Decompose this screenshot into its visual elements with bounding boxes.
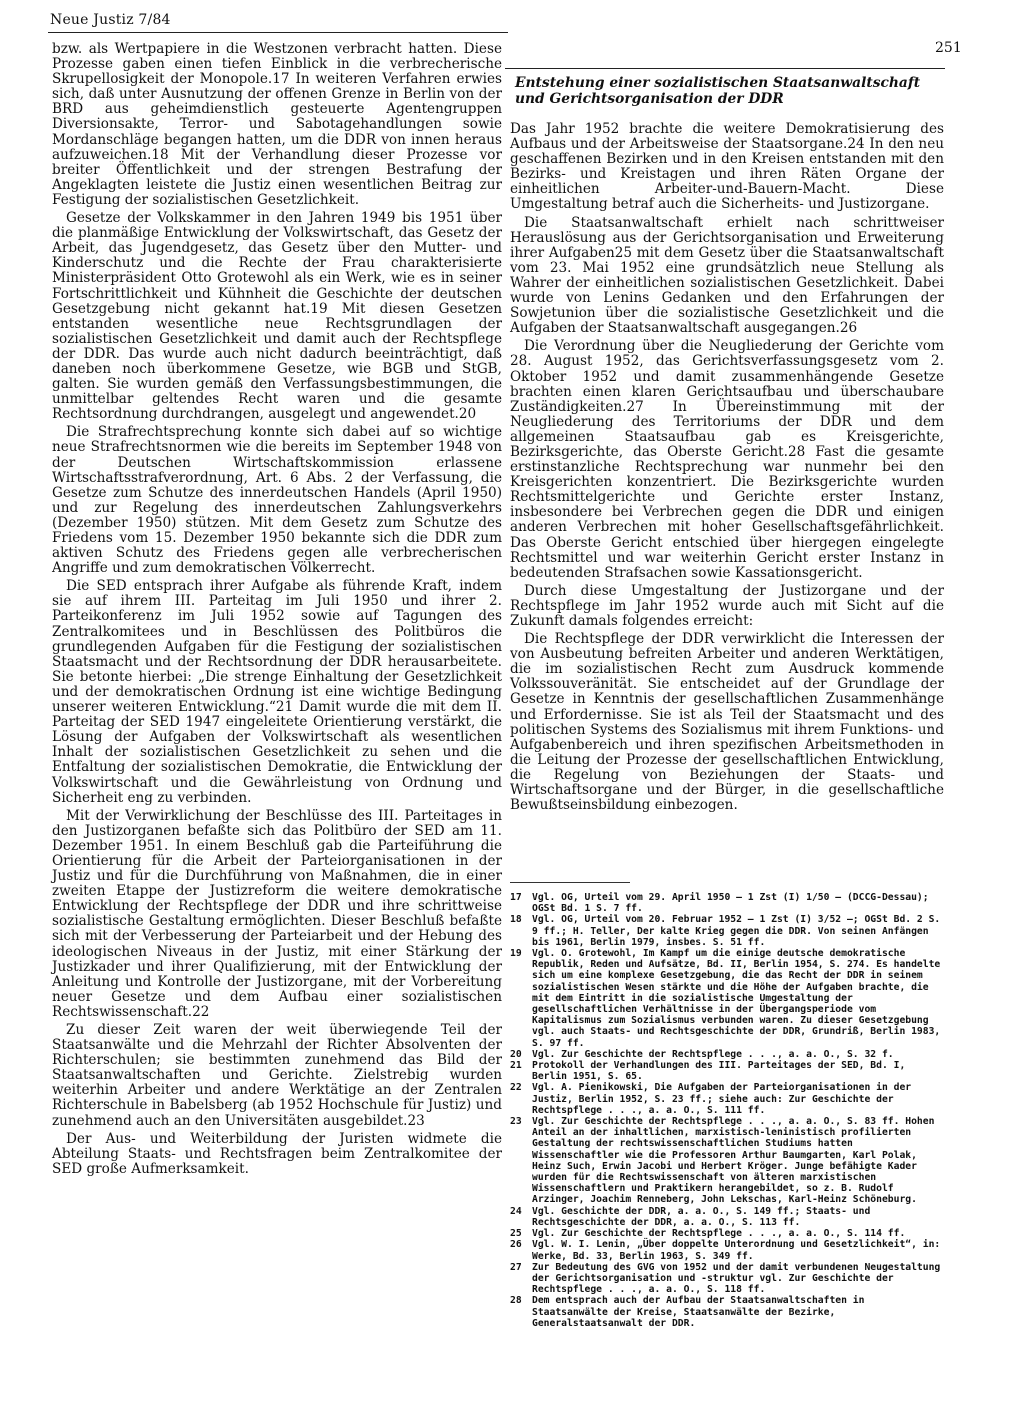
footnote-rule bbox=[510, 882, 630, 883]
footnote-text: Vgl. W. I. Lenin, „Über doppelte Unterordnung und Gesetzlichkeit“, in: Werke, Bd. 33, Berlin 1963, S. 349 ff. bbox=[532, 1239, 941, 1262]
footnote-number: 21 bbox=[510, 1060, 522, 1072]
left-paragraph: Die Strafrechtsprechung konnte sich dabei auf so wichtige neue Strafrechtsnormen wie die bereits im September 1948 von der Deutschen Wirtschaftskommission erlassene Wirtschaftsstrafverordnung, Art. 6 Abs. 2 der Verfassung, die Gesetze zum Schutze des innerdeutschen Handels (April 1950) und zur Regelung des innerdeutschen Zahlungsverkehrs (Dezember 1950) stützen. Mit dem Gesetz zum Schutze des Friedens vom 15. Dezember 1950 bekannte sich die DDR zum aktiven Schutz des Friedens gegen alle verbrecherischen Angriffe und zum demokratischen Völkerrecht. bbox=[52, 424, 502, 577]
footnote-number: 19 bbox=[510, 948, 522, 960]
footnote-number: 20 bbox=[510, 1048, 522, 1060]
left-column bbox=[52, 42, 502, 1177]
footnote-number: 28 bbox=[510, 1295, 522, 1307]
footnotes bbox=[510, 892, 942, 1329]
footnote bbox=[510, 1228, 942, 1239]
footnote-text: Vgl. O. Grotewohl, Im Kampf um die einige deutsche demokratische Republik, Reden und Aufsätze, Bd. II, Berlin 1954, S. 274. Es handelte sich um eine komplexe Gesetzgebung, die das Recht der DDR in seinem sozialistischen Wesen stärkte und die Höhe der Aufgaben brachte, die mit dem Eintritt in die sozialistische Umgestaltung der gesellschaftlichen Verhältnisse in der Übergangsperiode vom Kapitalismus zum Sozialismus verbunden waren. Zu dieser Gesetzgebung vgl. auch Staats- und Rechtsgeschichte der DDR, Grundriß, Berlin 1983, S. 97 ff. bbox=[532, 948, 941, 1049]
footnote bbox=[510, 1116, 942, 1206]
right-column bbox=[510, 122, 944, 813]
footnote-text: Protokoll der Verhandlungen des III. Parteitages der SED, Bd. I, Berlin 1951, S. 65. bbox=[532, 1060, 906, 1083]
footnote bbox=[510, 948, 942, 1049]
footnote-text: Vgl. Geschichte der DDR, a. a. O., S. 149 ff.; Staats- und Rechtsgeschichte der DDR, a. a. O., S. 113 ff. bbox=[532, 1205, 871, 1228]
footnote bbox=[510, 1295, 942, 1329]
footnote-text: Vgl. Zur Geschichte der Rechtspflege . . ., a. a. O., S. 83 ff. Hohen Anteil an der inhaltlichen, marxistisch-leninistisch profilierten Gestaltung der rechtswissenschaftlichen Studiums hatten Wissenschaftler wie die Professoren Arthur Baumgarten, Karl Polak, Heinz Such, Erwin Jacobi und Herbert Kröger. Junge befähigte Kader wurden für die Rechtswissenschaft von älteren marxistischen Wissenschaftlern und Praktikern herangebildet, so z. B. Rudolf Arzinger, Joachim Renneberg, John Lekschas, Karl-Heinz Schöneburg. bbox=[532, 1116, 935, 1206]
footnote-text: Vgl. OG, Urteil vom 20. Februar 1952 – 1 Zst (I) 3/52 –; OGSt Bd. 2 S. 9 ff.; H. Teller, Der kalte Krieg gegen die DDR. Von seinen Anfängen bis 1961, Berlin 1979, insbes. S. 51 ff. bbox=[532, 914, 941, 948]
left-paragraph: Die SED entsprach ihrer Aufgabe als führende Kraft, indem sie auf ihrem III. Parteitag im Juli 1950 und ihrer 2. Parteikonferenz im Juli 1952 sowie auf Tagungen des Zentralkomitees und in Beschlüssen des Politbüros die grundlegenden Aufgaben für die Festigung der sozialistischen Staatsmacht und der Rechtsordnung der DDR herausarbeitete. Sie betonte hierbei: „Die strenge Einhaltung der Gesetzlichkeit und der demokratischen Ordnung ist eine wichtige Bedingung unserer weiteren Entwicklung.“21 Damit wurde die mit dem II. Parteitag der SED 1947 eingeleitete Orientierung verstärkt, die Lösung der Aufgaben der Volkswirtschaft als wesentlichen Inhalt der sozialistischen Gesetzlichkeit zu sehen und die Entfaltung der sozialistischen Demokratie, die Entwicklung der Volkswirtschaft und die Gewährleistung von Ordnung und Sicherheit eng zu verbinden. bbox=[52, 578, 502, 806]
footnote-number: 23 bbox=[510, 1116, 522, 1128]
footnote-number: 17 bbox=[510, 892, 522, 903]
section-title: Entstehung einer sozialistischen Staatsanwaltschaft und Gerichtsorganisation der DDR bbox=[515, 75, 921, 107]
footnote-number: 24 bbox=[510, 1205, 522, 1217]
footnote bbox=[510, 1239, 942, 1261]
footnote bbox=[510, 1060, 942, 1082]
right-paragraph: Das Jahr 1952 brachte die weitere Demokratisierung des Aufbaus und der Arbeitsweise der Staatsorgane.24 In den neu geschaffenen Bezirken und in den Kreisen entstanden mit den Bezirks- und Kreistagen und ihren Räten Organe der einheitlichen Arbeiter-und-Bauern-Macht. Diese Umgestaltung betraf auch die Sicherheits- und Justizorgane. bbox=[510, 121, 944, 213]
left-paragraph: Gesetze der Volkskammer in den Jahren 1949 bis 1951 über die planmäßige Entwicklung der Volkswirtschaft, das Gesetz der Arbeit, das Jugendgesetz, das Gesetz über den Mutter- und Kinderschutz und die Rechte der Frau charakterisierte Ministerpräsident Otto Grotewohl als ein Werk, wie es in seiner Fortschrittlichkeit und Kühnheit die Geschichte der deutschen Gesetzgebung nicht gekannt hat.19 Mit diesen Gesetzen entstanden wesentliche neue Rechtsgrundlagen der sozialistischen Gesetzlichkeit und damit auch der Rechtspflege der DDR. Das wurde auch nicht dadurch beeinträchtigt, daß daneben noch überkommene Gesetze, wie BGB und StGB, galten. Sie wurden gemäß den Verfassungsbestimmungen, die unmittelbar geltendes Recht waren und die gesamte Rechtsordnung durchdrangen, ausgelegt und angewendet.20 bbox=[52, 210, 502, 423]
left-paragraph: Mit der Verwirklichung der Beschlüsse des III. Parteitages in den Justizorganen befaßte sich das Politbüro der SED am 11. Dezember 1951. In einem Beschluß gab die Parteiführung die Orientierung für die Arbeit der Parteiorganisationen in der Justiz und für die Durchführung von Maßnahmen, die in einer zweiten Etappe der Justizreform die weitere demokratische Entwicklung der Rechtspflege der DDR und ihre schrittweise sozialistische Gestaltung ermöglichten. Dieser Beschluß befaßte sich mit der Verbesserung der Parteiarbeit und der Hebung des ideologischen Niveaus in der Justiz, mit einer Stärkung der Justizkader und ihrer Qualifizierung, mit der Entwicklung der Anleitung und Kontrolle der Justizorgane, mit der Vorbereitung neuer Gesetze und dem Aufbau einer sozialistischen Rechtswissenschaft.22 bbox=[52, 807, 502, 1020]
footnote-text: Dem entsprach auch der Aufbau der Staatsanwaltschaften in Staatsanwälte der Kreise, Staatsanwälte der Bezirke, Generalstaatsanwalt der DDR. bbox=[532, 1295, 865, 1329]
footnote-number: 26 bbox=[510, 1239, 522, 1251]
footnote-number: 25 bbox=[510, 1228, 522, 1240]
footnote-text: Zur Bedeutung des GVG von 1952 und der damit verbundenen Neugestaltung der Gerichtsorganisation und -struktur vgl. Zur Geschichte der Rechtspflege . . ., a. a. O., S. 118 ff. bbox=[532, 1261, 941, 1296]
footnote bbox=[510, 892, 942, 914]
footnote-text: Vgl. Zur Geschichte der Rechtspflege . . ., a. a. O., S. 114 ff. bbox=[532, 1228, 906, 1240]
footnote bbox=[510, 1262, 942, 1296]
footnote-text: Vgl. OG, Urteil vom 29. April 1950 – 1 Zst (I) 1/50 – (DCCG-Dessau); OGSt Bd. 1 S. 7 ff. bbox=[532, 892, 929, 915]
header-rule bbox=[48, 32, 508, 33]
right-paragraph: Die Staatsanwaltschaft erhielt nach schrittweiser Herauslösung aus der Gerichtsorganisation und Erweiterung ihrer Aufgaben25 mit dem Gesetz über die Staatsanwaltschaft vom 23. Mai 1952 eine grundsätzlich neue Stellung als Wahrer der einheitlichen sozialistischen Gesetzlichkeit. Dabei wurde von Lenins Gedanken und den Erfahrungen der Sowjetunion über die sozialistische Gesetzlichkeit und die Aufgaben der Staatsanwaltschaft ausgegangen.26 bbox=[510, 214, 944, 337]
left-paragraph: Zu dieser Zeit waren der weit überwiegende Teil der Staatsanwälte und die Mehrzahl der Richter Absolventen der Richterschulen; sie bestimmten zunehmend das Bild der Staatsanwaltschaften und Gerichte. Zielstrebig wurden weiterhin Arbeiter und andere Werktätige an der Zentralen Richterschule in Babelsberg (ab 1952 Hochschule für Justiz) und zunehmend auch an den Universitäten ausgebildet.23 bbox=[52, 1022, 502, 1129]
right-paragraph: Durch diese Umgestaltung der Justizorgane und der Rechtspflege im Jahr 1952 wurde auch mit Sicht auf die Zukunft damals folgendes erreicht: bbox=[510, 582, 944, 629]
right-paragraph: Die Verordnung über die Neugliederung der Gerichte vom 28. August 1952, das Gerichtsverfassungsgesetz vom 2. Oktober 1952 und damit zusammenhängende Gesetze brachten einen klaren Gerichtsaufbau und überschaubare Zuständigkeiten.27 In Übereinstimmung mit der Neugliederung des Territoriums der DDR und dem allgemeinen Staatsaufbau gab es Kreisgerichte, Bezirksgerichte, das Oberste Gericht.28 Fast die gesamte erstinstanzliche Rechtsprechung war nunmehr bei den Kreisgerichten konzentriert. Die Bezirksgerichte wurden Rechtsmittelgerichte und Gerichte erster Instanz, insbesondere bei Verbrechen gegen die DDR und einigen anderen Verbrechen mit hoher Gesellschaftsgefährlichkeit. Das Oberste Gericht entschied über hiergegen eingelegte Rechtsmittel und war weiterhin Gericht erster Instanz in bedeutenden Strafsachen sowie Kassationsgericht. bbox=[510, 338, 944, 581]
footnote-number: 27 bbox=[510, 1261, 522, 1273]
footnote bbox=[510, 914, 942, 948]
footnote bbox=[510, 1206, 942, 1228]
footnote bbox=[510, 1049, 942, 1060]
left-paragraph: Der Aus- und Weiterbildung der Juristen widmete die Abteilung Staats- und Rechtsfragen beim Zentralkomitee der SED große Aufmerksamkeit. bbox=[52, 1130, 502, 1177]
page-number: 251 bbox=[935, 40, 962, 56]
footnote-text: Vgl. A. Pienikowski, Die Aufgaben der Parteiorganisationen in der Justiz, Berlin 1952, S. 23 ff.; siehe auch: Zur Geschichte der Rechtspflege . . ., a. a. O., S. 111 ff. bbox=[532, 1082, 912, 1116]
footnote-number: 18 bbox=[510, 914, 522, 926]
footnote-number: 22 bbox=[510, 1082, 522, 1094]
journal-header: Neue Justiz 7/84 bbox=[50, 12, 171, 28]
footnote-text: Vgl. Zur Geschichte der Rechtspflege . . ., a. a. O., S. 32 f. bbox=[532, 1048, 894, 1060]
section-rule bbox=[505, 68, 945, 69]
left-paragraph: bzw. als Wertpapiere in die Westzonen verbracht hatten. Diese Prozesse gaben einen tiefen Einblick in die verbrecherische Skrupellosigkeit der Monopole.17 In weiteren Verfahren erwies sich, daß unter Ausnutzung der offenen Grenze in Berlin von der BRD aus geheimdienstlich gesteuerte Agentengruppen Diversionsakte, Terror- und Sabotagehandlungen sowie Mordanschläge begangen hatten, um die DDR von innen heraus aufzuweichen.18 Mit der Verhandlung dieser Prozesse vor breiter Öffentlichkeit und der strengen Bestrafung der Angeklagten leistete die Justiz einen wesentlichen Beitrag zur Festigung der sozialistischen Gesetzlichkeit. bbox=[52, 41, 502, 208]
right-paragraph: Die Rechtspflege der DDR verwirklicht die Interessen der von Ausbeutung befreiten Arbeiter und anderen Werktätigen, die im sozialistischen Recht zum Ausdruck kommende Volkssouveränität. Sie entscheidet auf der Grundlage der Gesetze in Kenntnis der gesellschaftlichen Zusammenhänge und Erfordernisse. Sie ist als Teil der Staatsmacht und des politischen Systems des Sozialismus mit ihrem Funktions- und Aufgabenbereich und ihren spezifischen Arbeitsmethoden in die Leitung der Prozesse der gesellschaftlichen Entwicklung, die Regelung von Beziehungen der Staats- und Wirtschaftsorgane und der Bürger, in die gesellschaftliche Bewußtseinsbildung einbezogen. bbox=[510, 631, 944, 814]
footnote bbox=[510, 1082, 942, 1116]
